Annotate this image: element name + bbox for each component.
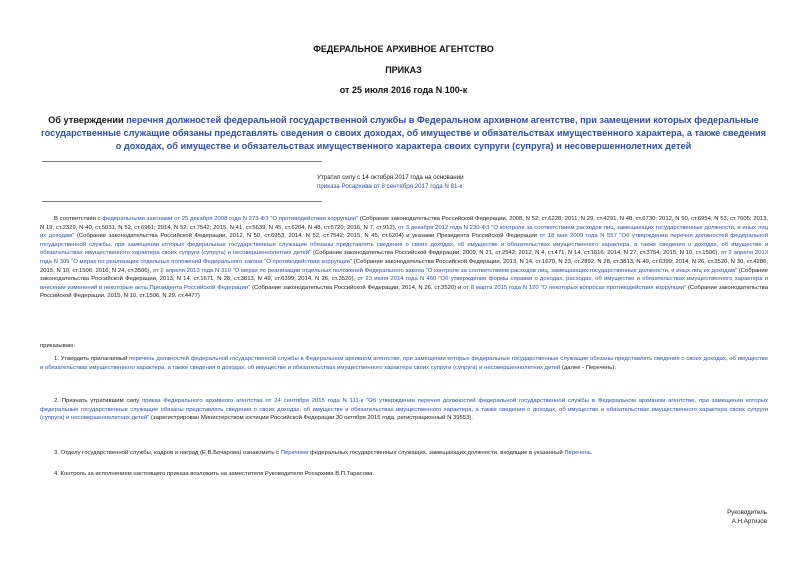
item-text: федеральных государственных служащих, замещающих должности, входящие в указанный [308, 450, 565, 456]
preamble-text: (Собрание законодательства Российской Федерации, 2014, N 26, ст.3520) и [250, 284, 464, 291]
law-link-230[interactable]: от 3 декабря 2012 года N 230-ФЗ "О контроле за соответствием расходов лиц, замещающих государственные должности, и иных лиц их доходам" [40, 224, 768, 240]
item-2 [40, 397, 768, 423]
doc-date: от 25 июля 2016 года N 100-к [339, 85, 468, 95]
item-4: 4. Контроль за исполнением настоящего приказа возложить на заместителя Руководителя Росархива В.П.Тарасова. [54, 471, 375, 477]
preamble-text: (Собрание законодательства Российской Федерации, 2009, N 21, ст.2542; 2012, N 4, ст.471, N 14, ст.1616; 2014, N 27, ст.3754; 2015, N 10, ст.1506), [311, 250, 721, 257]
item-text: (зарегистрирован Министерством юстиции Российской Федерации 30 октября 2015 года, регистрационный N 39553). [149, 415, 473, 422]
title-link[interactable]: перечня должностей федеральной государственной службы в Федеральном архивном агентстве, при замещении которых федеральные государственные служащие обязаны представлять сведения о своих доходах, об имуществе и обязательствах имущественного характера, а также сведения о доходах, об имуществе и обязательствах имущественного характера своих супруги (супруга) и несовершеннолетних детей [40, 115, 767, 151]
list-link[interactable]: Перечнем [280, 450, 309, 456]
revocation-link[interactable]: приказа Росархива от 8 сентября 2017 года N 81-к [317, 183, 463, 190]
divider-bottom [42, 201, 322, 202]
preamble-text: (Собрание законодательства Российской Федерации, 2013, N 14, ст.1671, N 28, ст.3813, N 49, ст.6399; 2014, N 26, ст.3520), [40, 267, 768, 283]
document-title [40, 114, 767, 153]
agency-heading: ФЕДЕРАЛЬНОЕ АРХИВНОЕ АГЕНТСТВО [313, 44, 494, 54]
title-prefix: Об утверждении [48, 115, 127, 125]
preamble-text: В соответствии с [54, 216, 103, 222]
divider-top [42, 161, 322, 162]
revocation-note [317, 173, 617, 191]
item-text: 2. Признать утратившим силу [54, 398, 143, 404]
doc-type-heading: ПРИКАЗ [385, 65, 422, 75]
decree-link-310[interactable]: от 2 апреля 2013 года N 310 "О мерах по реализации отдельных положений Федерального закона "О контроле за соответствием расходов лиц, замещающих государственные должности, и иных лиц их доходам" [152, 267, 738, 274]
law-link-273[interactable]: федеральными законами от 25 декабря 2008 года N 273-ФЗ "О противодействии коррупции" [102, 216, 359, 222]
decree-link-460[interactable]: от 23 июня 2014 года N 460 "Об утверждении формы справки о доходах, расходах, об имуществе и обязательствах имущественного характера и внесении изменений в некоторые акты Президента Российской Федерации" [40, 276, 768, 291]
item-text: (далее - Перечень). [560, 364, 616, 371]
item-1 [40, 355, 768, 372]
signature-position: Руководитель [727, 509, 767, 516]
order-111-link[interactable]: приказ Федерального архивного агентства от 24 сентября 2015 года N 111-к "Об утверждении перечня должностей федеральной государственной службы в Федеральном архивном агентстве, при замещении которых федеральные государственные служащие обязаны представлять сведения о своих доходах, об имуществе и обязательствах имущественного характера, а также сведения о доходах, об имуществе и обязательствах имущественного характера своих супруги (супруга) и несовершеннолетних детей" [40, 398, 768, 422]
preamble-text: (Собрание законодательства Российской Федерации, 2013, N 14, ст.1670, N 23, ст.2892, N 28, ст.3813, N 49, ст.6399; 2014, N 26, ст.3520, N 30, ст.4286; 2015, N 10, ст.1506; 2016, N 24, ст.3506), [40, 258, 768, 274]
item-text: 1. Утвердить прилагаемый [54, 356, 130, 362]
decree-link-557[interactable]: от 18 мая 2009 года N 557 "Об утверждении перечня должностей федеральной государственной службы, при замещении которых федеральные государственные служащие обязаны представлять сведения о своих доходах, об имуществе и обязательствах имущественного характера, а также сведения о доходах, об имуществе и обязательствах имущественного характера своих супруги (супруга) и несовершеннолетних детей" [40, 233, 769, 257]
item-3 [40, 449, 768, 458]
item-text: 3. Отделу государственной службы, кадров и наград (Е.В.Бочарова) ознакомить с [54, 450, 281, 456]
orders-word: приказываю: [40, 343, 76, 349]
signature-block [727, 508, 767, 526]
list-link[interactable]: Перечень [564, 450, 591, 456]
list-link[interactable]: перечень должностей федеральной государственной службы в Федеральном архивном агентстве, при замещении которых федеральные государственные служащие обязаны представлять сведения о своих доходах, об имуществе и обязательствах имущественного характера, а также сведения о доходах, об имуществе и обязательствах имущественного характера своих супруги (супруга) и несовершеннолетних детей [40, 356, 768, 371]
preamble-text: (Собрание законодательства Российской Федерации, 2012, N 50, ст.6953, 2014, N 52, ст.7542; 2015, N 45, ст.6204) и указами Президента Российской Федерации [74, 233, 540, 240]
preamble-paragraph [40, 215, 768, 301]
decree-link-120[interactable]: от 8 марта 2015 года N 120 "О некоторых вопросах противодействия коррупции" [463, 284, 687, 291]
revocation-text: Утратил силу с 14 октября 2017 года на основании [317, 174, 464, 181]
preamble-text: (Собрание законодательства Российской Федерации, 2015, N 10, ст.1506, N 29, ст.4477) [40, 284, 769, 300]
decree-link-309[interactable]: от 2 апреля 2013 года N 309 "О мерах по реализации отдельных положений Федерального закона "О противодействии коррупции" [40, 250, 768, 265]
preamble-text: (Собрание законодательства Российской Федерации, 2008, N 52, ст.6228; 2011, N 29, ст.4291, N 48, ст.6730; 2012, N 50, ст.6954, N 53, ст.7605; 2013, N 19, ст.2329, N 40, ст.5031, N 52, ст.6961; 2014, N 52, ст.7542; 2015, N 41, ст.5639, N 45, ст.6204, N 48, ст.6720; 2016, N 7, ст.912), [40, 216, 769, 231]
item-text: . [590, 450, 593, 456]
signature-name: А.Н.Артизов [731, 518, 767, 525]
